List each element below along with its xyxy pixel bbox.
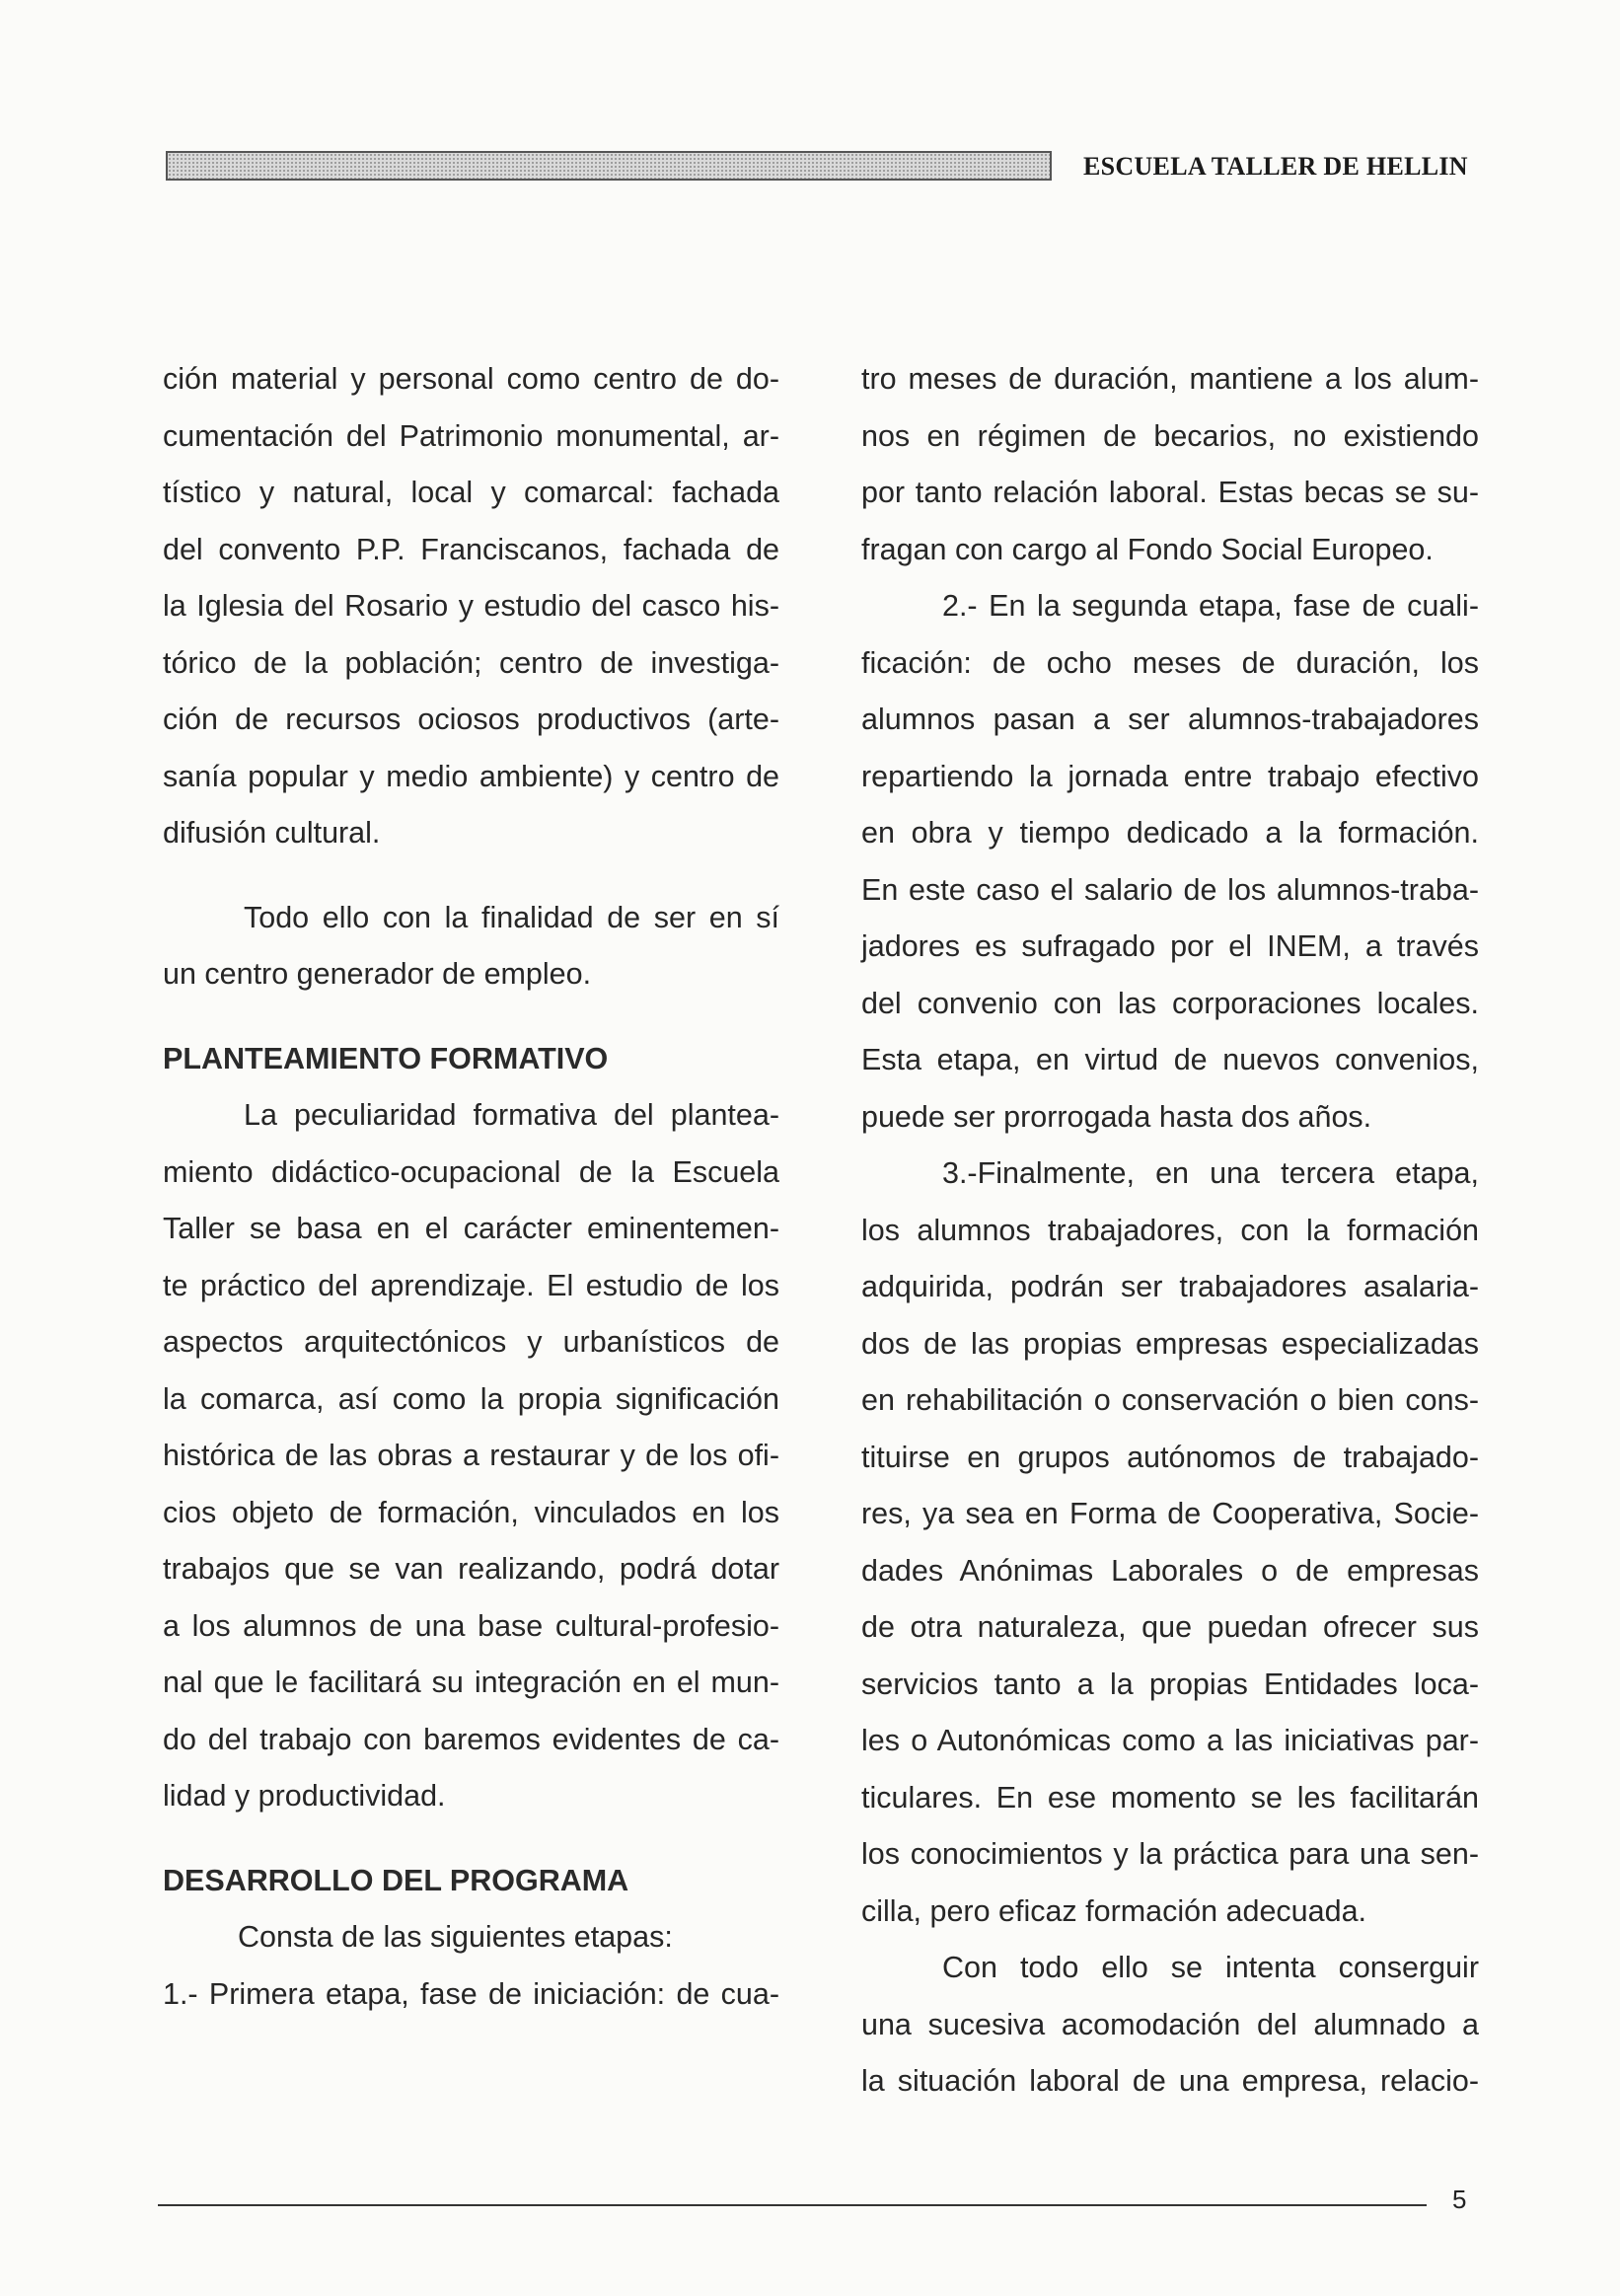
text-line: les o Autonómicas como a las iniciativas par-: [861, 1724, 1479, 1757]
text-line: a los alumnos de una base cultural-profesio-: [163, 1608, 779, 1643]
text-line: dos de las propias empresas especializadas: [861, 1326, 1479, 1361]
text-line: tístico y natural, local y comarcal: fachada: [163, 476, 779, 509]
paragraph-4: [861, 1940, 1479, 2111]
text-line: histórica de las obras a restaurar y de los ofi-: [163, 1439, 779, 1472]
text-line: trabajos que se van realizando, podrá dotar: [163, 1552, 779, 1586]
text-line: ción de recursos ociosos productivos (arte-: [163, 703, 779, 736]
text-line: los alumnos trabajadores, con la formación: [861, 1213, 1479, 1247]
text-line: aspectos arquitectónicos y urbanísticos de: [163, 1325, 779, 1359]
text-line: la situación laboral de una empresa, relacio-: [861, 2064, 1479, 2098]
text-line: adquirida, podrán ser trabajadores asalaria-: [861, 1270, 1479, 1303]
text-line: nal que le facilitará su integración en el mun-: [163, 1666, 779, 1699]
text-line: tituirse en grupos autónomos de trabajado-: [861, 1440, 1479, 1474]
right-column: [861, 351, 1479, 2111]
text-line: cios objeto de formación, vinculados en los: [163, 1495, 779, 1529]
text-line: En este caso el salario de los alumnos-traba-: [861, 872, 1479, 907]
text-line: Esta etapa, en virtud de nuevos convenios,: [861, 1043, 1479, 1076]
text-line: 2.- En la segunda etapa, fase de cuali-: [942, 589, 1479, 623]
paragraph-2: [163, 890, 779, 1003]
paragraph-1: [861, 351, 1479, 578]
text-line: jadores es sufragado por el INEM, a través: [861, 929, 1479, 963]
text-line: miento didáctico-ocupacional de la Escuela: [163, 1154, 779, 1189]
footer-rule: [158, 2204, 1427, 2206]
text-line: alumnos pasan a ser alumnos-trabajadores: [861, 703, 1479, 736]
text-line: la Iglesia del Rosario y estudio del casco his-: [163, 589, 779, 623]
text-line: Con todo ello se intenta conserguir: [942, 1951, 1479, 1984]
text-line: lidad y productividad.: [163, 1779, 446, 1813]
text-line: res, ya sea en Forma de Cooperativa, Socie-: [861, 1497, 1479, 1530]
text-line: ción material y personal como centro de do-: [163, 362, 779, 396]
text-line: en obra y tiempo dedicado a la formación.: [861, 816, 1479, 850]
text-line: una sucesiva acomodación del alumnado a: [861, 2007, 1479, 2041]
spacer: [163, 862, 779, 890]
text-line: del convento P.P. Franciscanos, fachada de: [163, 532, 779, 566]
text-line: del convenio con las corporaciones locales.: [861, 986, 1479, 1020]
text-line: puede ser prorrogada hasta dos años.: [861, 1099, 1372, 1134]
paragraph-1: [163, 351, 779, 862]
text-line: 1.- Primera etapa, fase de iniciación: de cua-: [163, 1976, 779, 2011]
section-heading-desarrollo: DESARROLLO DEL PROGRAMA: [163, 1863, 629, 1897]
text-line: te práctico del aprendizaje. El estudio de los: [163, 1268, 779, 1302]
text-line: Consta de las siguientes etapas:: [238, 1920, 673, 1954]
spacer: [163, 1825, 779, 1853]
text-line: por tanto relación laboral. Estas becas se su-: [861, 476, 1479, 509]
text-line: la comarca, así como la propia significación: [163, 1381, 779, 1416]
text-line: La peculiaridad formativa del plantea-: [244, 1098, 779, 1132]
text-line: servicios tanto a la propias Entidades loca-: [861, 1666, 1479, 1701]
header-pattern-bar: [166, 151, 1052, 181]
text-line: tro meses de duración, mantiene a los alum-: [861, 362, 1479, 396]
text-line: do del trabajo con baremos evidentes de ca-: [163, 1722, 779, 1756]
text-line: difusión cultural.: [163, 816, 381, 850]
section-heading-planteamiento: PLANTEAMIENTO FORMATIVO: [163, 1041, 609, 1075]
text-line: un centro generador de empleo.: [163, 957, 592, 991]
text-line: fragan con cargo al Fondo Social Europeo.: [861, 532, 1434, 566]
text-line: 3.-Finalmente, en una tercera etapa,: [942, 1156, 1479, 1190]
text-line: los conocimientos y la práctica para una sen-: [861, 1837, 1479, 1871]
header-title: ESCUELA TALLER DE HELLIN: [1083, 152, 1468, 181]
text-line: ticulares. En ese momento se les facilitarán: [861, 1780, 1479, 1815]
text-line: en rehabilitación o conservación o bien cons-: [861, 1383, 1479, 1417]
text-line: ficación: de ocho meses de duración, los: [861, 645, 1479, 680]
text-line: Todo ello con la finalidad de ser en sí: [244, 900, 779, 934]
left-column: [163, 351, 779, 2023]
text-line: sanía popular y medio ambiente) y centro de: [163, 759, 779, 793]
paragraph-3: [861, 1146, 1479, 1940]
page-number: 5: [1452, 2185, 1467, 2214]
paragraph-3: [163, 1087, 779, 1825]
text-line: repartiendo la jornada entre trabajo efectivo: [861, 759, 1479, 793]
text-line: tórico de la población; centro de investiga-: [163, 645, 779, 680]
text-line: de otra naturaleza, que puedan ofrecer sus: [861, 1610, 1479, 1644]
text-line: dades Anónimas Laborales o de empresas: [861, 1553, 1479, 1588]
paragraph-2: [861, 578, 1479, 1146]
text-line: cilla, pero eficaz formación adecuada.: [861, 1893, 1367, 1928]
text-line: nos en régimen de becarios, no existiendo: [861, 418, 1479, 453]
text-line: Taller se basa en el carácter eminentemen-: [163, 1212, 779, 1245]
spacer: [163, 1003, 779, 1031]
text-line: cumentación del Patrimonio monumental, ar-: [163, 418, 779, 453]
